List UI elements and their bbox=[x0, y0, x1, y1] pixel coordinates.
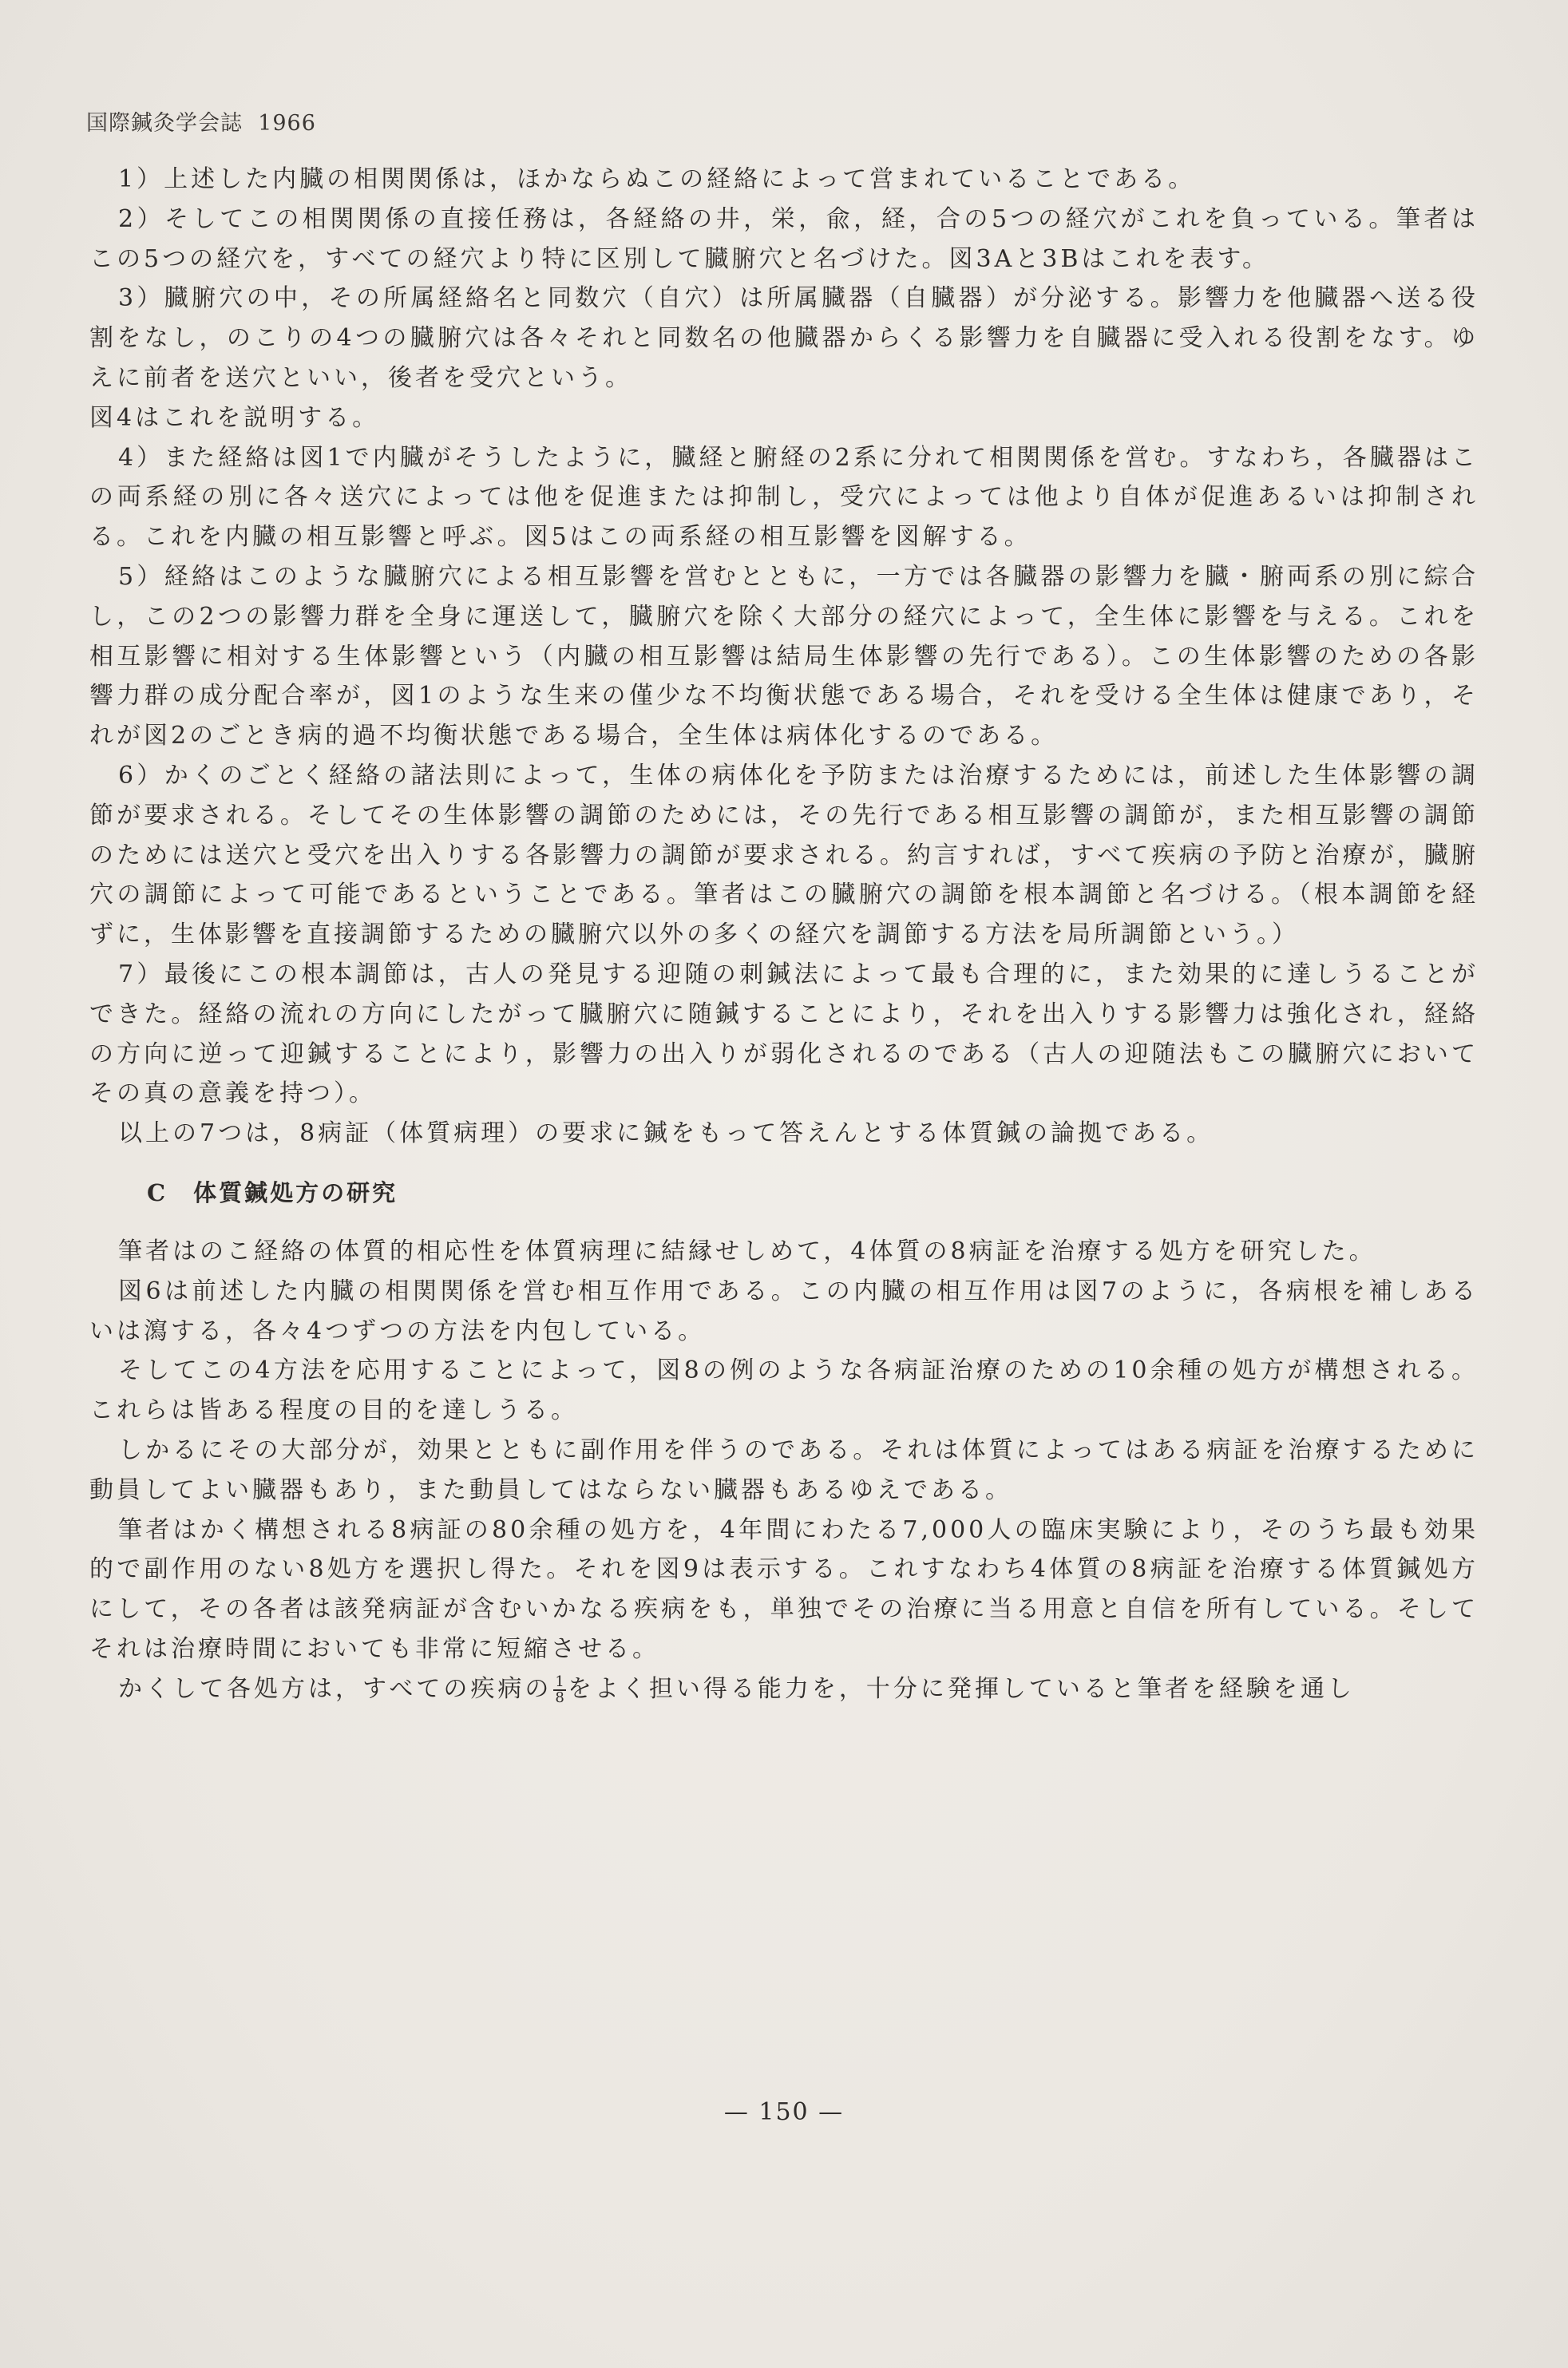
paragraph: 以上の7つは，8病証（体質病理）の要求に鍼をもって答えんとする体質鍼の論拠である。 bbox=[118, 1119, 1214, 1148]
paragraph: 1）上述した内臓の相関関係は，ほかならぬこの経絡によって営まれていることである。 bbox=[118, 165, 1196, 193]
paragraph: 7）最後にこの根本調節は，古人の発見する迎随の刺鍼法によって最も合理的に，また効果的に達しうることができた。経絡の流れの方向にしたがって臓腑穴に随鍼することにより，それを出入りする影響力は強化され，経絡の方向に逆って迎鍼することにより，影響力の出入りが弱化されるのである（古人の迎随法もこの臓腑穴においてその真の意義を持つ）。 bbox=[89, 960, 1479, 1108]
paragraph-group-a bbox=[89, 160, 1479, 1154]
page-number: — 150 — bbox=[723, 2098, 845, 2126]
paragraph: 6）かくのごとく経絡の諸法則によって，生体の病体化を予防または治療するためには，前述した生体影響の調節が要求される。そしてその生体影響の調節のためには，その先行である相互影響の調節が，また相互影響の調節のためには送穴と受穴を出入りする各影響力の調節が要求される。約言すれば，すべて疾病の予防と治療が，臓腑穴の調節によって可能であるということである。筆者はこの臓腑穴の調節を根本調節と名づける。（根本調節を経ずに，生体影響を直接調節するための臓腑穴以外の多くの経穴を調節する方法を局所調節という。） bbox=[89, 761, 1479, 949]
paragraph: 3）臓腑穴の中，その所属経絡名と同数穴（自穴）は所属臓器（自臓器）が分泌する。影響力を他臓器へ送る役割をなし，のこりの4つの臓腑穴は各々それと同数名の他臓器からくる影響力を自臓器に受入れる役割をなす。ゆえに前者を送穴といい，後者を受穴という。 bbox=[89, 284, 1479, 392]
section-heading: C 体質鍼処方の研究 bbox=[147, 1178, 398, 1206]
paragraph: 筆者はのこ経絡の体質的相応性を体質病理に結縁せしめて，4体質の8病証を治療する処方を研究した。 bbox=[118, 1237, 1376, 1265]
last-paragraph: かくして各処方は，すべての疾病の $\frac{1}{8}$ をよく担い得る能力を，十分に発揮していると筆者を経験を通し bbox=[118, 1673, 1355, 1706]
paragraph: 4）また経絡は図1で内臓がそうしたように，臓経と腑経の2系に分れて相関関係を営む。すなわち，各臓器はこの両系経の別に各々送穴によっては他を促進または抑制し，受穴によっては他より自体が促進あるいは抑制される。これを内臓の相互影響と呼ぶ。図5はこの両系経の相互影響を図解する。 bbox=[89, 443, 1479, 552]
main-text bbox=[89, 160, 1479, 1709]
paragraph: 図4はこれを説明する。 bbox=[89, 403, 380, 432]
paragraph: 2）そしてこの相関関係の直接任務は，各経絡の井，栄，兪，経，合の5つの経穴がこれを負っている。筆者はこの5つの経穴を，すべての経穴より特に区別して臓腑穴と名づけた。図3Aと3Bはこれを表す。 bbox=[89, 204, 1479, 273]
paragraph: しかるにその大部分が，効果とともに副作用を伴うのである。それは体質によってはある病証を治療するために動員してよい臓器もあり，また動員してはならない臓器もあるゆえである。 bbox=[89, 1435, 1479, 1504]
paragraph-group-b bbox=[89, 1232, 1479, 1669]
paragraph: 図6は前述した内臓の相関関係を営む相互作用である。この内臓の相互作用は図7のように，各病根を補しあるいは瀉する，各々4つずつの方法を内包している。 bbox=[89, 1277, 1479, 1345]
paragraph: そしてこの4方法を応用することによって，図8の例のような各病証治療のための10余種の処方が構想される。これらは皆ある程度の目的を達しうる。 bbox=[89, 1356, 1479, 1425]
running-header bbox=[86, 105, 316, 137]
fraction-one-eighth: $\frac{1}{8}$ bbox=[555, 1673, 564, 1706]
paragraph: 5）経絡はこのような臓腑穴による相互影響を営むとともに，一方では各臓器の影響力を臓・腑両系の別に綜合し，この2つの影響力群を全身に運送して，臓腑穴を除く大部分の経穴によって，全生体に影響を与える。これを相互影響に相対する生体影響という（内臓の相互影響は結局生体影響の先行である）。この生体影響のための各影響力群の成分配合率が，図1のような生来の僅少な不均衡状態である場合，それを受ける全生体は健康であり，それが図2のごとき病的過不均衡状態である場合，全生体は病体化するのである。 bbox=[89, 562, 1479, 750]
journal-year: 1966 bbox=[258, 111, 316, 136]
paragraph: 筆者はかく構想される8病証の80余種の処方を，4年間にわたる7,000人の臨床実験により，そのうち最も効果的で副作用のない8処方を選択し得た。それを図9は表示する。これすなわち4体質の8病証を治療する体質鍼処方にして，その各者は該発病証が含むいかなる疾病をも，単独でその治療に当る用意と自信を所有している。そしてそれは治療時間においても非常に短縮させる。 bbox=[89, 1515, 1479, 1663]
journal-name: 国際鍼灸学会誌 bbox=[86, 111, 243, 136]
